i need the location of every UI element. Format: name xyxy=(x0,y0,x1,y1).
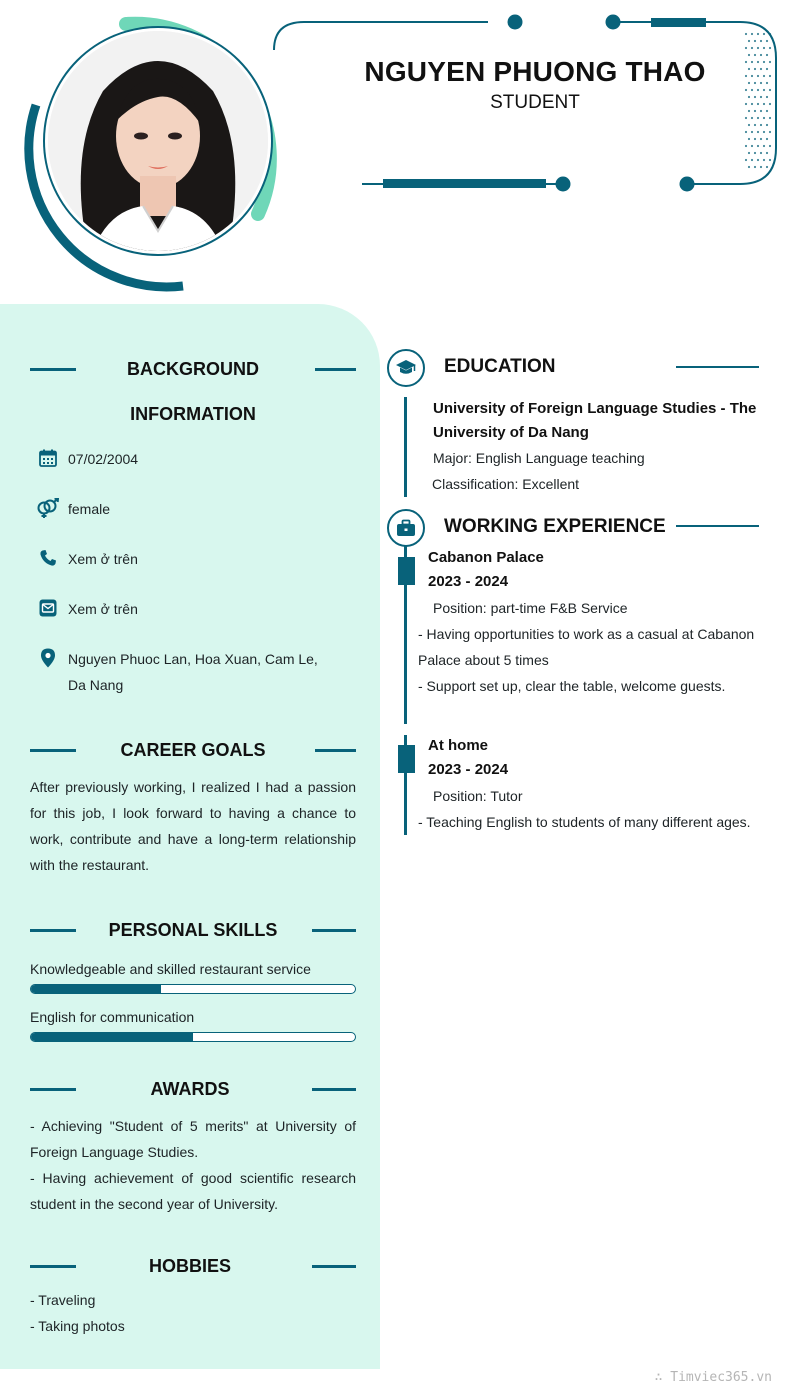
pattern-dot xyxy=(769,117,771,119)
experience-badge xyxy=(387,509,425,547)
section-rule xyxy=(30,1265,76,1268)
pattern-dot xyxy=(760,82,762,84)
email-row xyxy=(36,596,356,622)
dot-pattern xyxy=(745,33,771,168)
education-title: EDUCATION xyxy=(444,356,556,377)
pattern-dot xyxy=(757,159,759,161)
pattern-dot xyxy=(751,159,753,161)
pattern-dot xyxy=(745,159,747,161)
pattern-dot xyxy=(748,68,750,70)
pattern-dot xyxy=(754,96,756,98)
pattern-dot xyxy=(760,138,762,140)
career-goals-text: After previously working, I realized I had a passion for this job, I look forward to having a chance to work, contribute and have a long-term relationship with the restaurant. xyxy=(30,779,356,873)
award-item: - Achieving "Student of 5 merits" at University of Foreign Language Studies. xyxy=(30,1118,356,1160)
gender-text: female xyxy=(68,501,111,517)
section-rule xyxy=(30,929,76,932)
dob-text: 07/02/2004 xyxy=(68,451,139,467)
pattern-dot xyxy=(766,68,768,70)
job-company: Cabanon Palace xyxy=(428,549,544,566)
pattern-dot xyxy=(760,40,762,42)
skills-title: PERSONAL SKILLS xyxy=(108,920,278,940)
pattern-dot xyxy=(760,68,762,70)
section-rule xyxy=(315,749,356,752)
pattern-dot xyxy=(769,61,771,63)
pattern-dot xyxy=(769,159,771,161)
pattern-dot xyxy=(748,40,750,42)
pattern-dot xyxy=(757,117,759,119)
frame-dot-4 xyxy=(556,177,571,192)
gender-icon xyxy=(36,496,60,520)
pattern-dot xyxy=(763,33,765,35)
pattern-dot xyxy=(766,82,768,84)
pattern-dot xyxy=(751,117,753,119)
pattern-dot xyxy=(748,124,750,126)
pattern-dot xyxy=(748,96,750,98)
skill-label: English for communication xyxy=(30,1009,195,1025)
pattern-dot xyxy=(766,110,768,112)
pattern-dot xyxy=(745,103,747,105)
education-major: Major: English Language teaching xyxy=(433,450,645,466)
section-rule xyxy=(312,1088,356,1091)
pattern-dot xyxy=(757,47,759,49)
phone-icon xyxy=(36,546,60,570)
section-rule xyxy=(676,525,759,527)
pattern-dot xyxy=(769,75,771,77)
section-rule xyxy=(676,366,759,368)
pattern-dot xyxy=(751,103,753,105)
pattern-dot xyxy=(748,54,750,56)
pattern-dot xyxy=(748,166,750,168)
pattern-dot xyxy=(763,61,765,63)
pattern-dot xyxy=(751,75,753,77)
award-item: - Having achievement of good scientific research student in the second year of University. xyxy=(30,1170,356,1212)
pattern-dot xyxy=(760,110,762,112)
hobby-item: - Traveling xyxy=(30,1292,96,1308)
email-icon xyxy=(36,596,60,620)
pattern-dot xyxy=(745,117,747,119)
pattern-dot xyxy=(748,152,750,154)
frame-top xyxy=(274,22,488,50)
job-detail: - Teaching English to students of many different ages. xyxy=(418,814,751,830)
job-detail: - Having opportunities to work as a casual at Cabanon Palace about 5 times xyxy=(418,626,755,668)
pattern-dot xyxy=(745,145,747,147)
email-text: Xem ở trên xyxy=(68,601,138,617)
address-row xyxy=(36,646,356,698)
address-text: Nguyen Phuoc Lan, Hoa Xuan, Cam Le, Da Nang xyxy=(68,651,318,693)
pattern-dot xyxy=(754,40,756,42)
pattern-dot xyxy=(745,47,747,49)
pattern-dot xyxy=(757,89,759,91)
pattern-dot xyxy=(754,110,756,112)
pattern-dot xyxy=(757,75,759,77)
pattern-dot xyxy=(769,33,771,35)
education-school: University of Foreign Language Studies - The University of Da Nang xyxy=(433,400,757,441)
graduation-cap-icon xyxy=(395,359,417,377)
skill-label: Knowledgeable and skilled restaurant service xyxy=(30,961,311,977)
job-marker xyxy=(398,745,415,773)
frame-dot-3 xyxy=(680,177,695,192)
pattern-dot xyxy=(766,124,768,126)
job-position: Position: Tutor xyxy=(433,788,523,804)
pattern-dot xyxy=(763,117,765,119)
frame-dot-1 xyxy=(508,15,523,30)
pattern-dot xyxy=(754,54,756,56)
pattern-dot xyxy=(760,54,762,56)
skill-bar-fill xyxy=(31,1033,193,1041)
pattern-dot xyxy=(769,131,771,133)
education-timeline xyxy=(404,397,407,497)
pattern-dot xyxy=(760,124,762,126)
skill-bar xyxy=(30,1032,356,1042)
pattern-dot xyxy=(760,96,762,98)
pattern-dot xyxy=(763,103,765,105)
pattern-dot xyxy=(763,159,765,161)
pattern-dot xyxy=(769,145,771,147)
frame-bar-top xyxy=(651,18,706,27)
pattern-dot xyxy=(754,68,756,70)
phone-text: Xem ở trên xyxy=(68,551,138,567)
section-rule xyxy=(312,929,356,932)
job-detail: - Support set up, clear the table, welcome guests. xyxy=(418,678,726,694)
briefcase-icon xyxy=(396,519,416,537)
pattern-dot xyxy=(766,54,768,56)
job-period: 2023 - 2024 xyxy=(428,573,509,590)
location-icon xyxy=(36,646,60,670)
awards-title: AWARDS xyxy=(150,1079,230,1099)
pattern-dot xyxy=(745,61,747,63)
pattern-dot xyxy=(757,145,759,147)
profile-photo xyxy=(45,28,271,254)
skill-bar xyxy=(30,984,356,994)
pattern-dot xyxy=(766,138,768,140)
pattern-dot xyxy=(748,110,750,112)
pattern-dot xyxy=(757,33,759,35)
pattern-dot xyxy=(745,33,747,35)
dob-row xyxy=(36,446,356,472)
skill-bar-fill xyxy=(31,985,161,993)
pattern-dot xyxy=(766,40,768,42)
pattern-dot xyxy=(763,47,765,49)
pattern-dot xyxy=(763,89,765,91)
pattern-dot xyxy=(748,138,750,140)
job-period: 2023 - 2024 xyxy=(428,761,509,778)
pattern-dot xyxy=(763,145,765,147)
pattern-dot xyxy=(751,33,753,35)
section-rule xyxy=(30,368,76,371)
phone-row xyxy=(36,546,356,572)
candidate-name: NGUYEN PHUONG THAO xyxy=(364,56,706,87)
section-rule xyxy=(312,1265,356,1268)
pattern-dot xyxy=(757,61,759,63)
pattern-dot xyxy=(748,82,750,84)
pattern-dot xyxy=(754,124,756,126)
pattern-dot xyxy=(766,166,768,168)
watermark: ∴ Timviec365.vn xyxy=(654,1370,772,1385)
career-goals-title: CAREER GOALS xyxy=(120,740,266,760)
pattern-dot xyxy=(754,138,756,140)
calendar-icon xyxy=(36,446,60,470)
section-rule xyxy=(30,1088,76,1091)
education-classification: Classification: Excellent xyxy=(432,476,580,492)
pattern-dot xyxy=(766,152,768,154)
frame-bar-bottom xyxy=(383,179,546,188)
pattern-dot xyxy=(760,166,762,168)
pattern-dot xyxy=(760,152,762,154)
pattern-dot xyxy=(769,103,771,105)
job-position: Position: part-time F&B Service xyxy=(433,600,628,616)
job-marker xyxy=(398,557,415,585)
pattern-dot xyxy=(754,82,756,84)
pattern-dot xyxy=(745,89,747,91)
portrait-image xyxy=(48,31,268,251)
pattern-dot xyxy=(745,75,747,77)
pattern-dot xyxy=(757,103,759,105)
section-rule xyxy=(315,368,356,371)
candidate-role: STUDENT xyxy=(490,92,580,113)
pattern-dot xyxy=(751,47,753,49)
pattern-dot xyxy=(745,131,747,133)
background-title-line2: INFORMATION xyxy=(130,404,256,424)
pattern-dot xyxy=(751,131,753,133)
education-badge xyxy=(387,349,425,387)
pattern-dot xyxy=(757,131,759,133)
job-company: At home xyxy=(428,737,488,754)
background-title: BACKGROUND xyxy=(127,359,259,379)
gender-row xyxy=(36,496,356,522)
pattern-dot xyxy=(763,131,765,133)
pattern-dot xyxy=(769,47,771,49)
pattern-dot xyxy=(769,89,771,91)
pattern-dot xyxy=(751,89,753,91)
pattern-dot xyxy=(751,145,753,147)
pattern-dot xyxy=(754,166,756,168)
section-rule xyxy=(30,749,76,752)
experience-title: WORKING EXPERIENCE xyxy=(444,516,666,537)
hobby-item: - Taking photos xyxy=(30,1318,125,1334)
pattern-dot xyxy=(763,75,765,77)
pattern-dot xyxy=(766,96,768,98)
pattern-dot xyxy=(754,152,756,154)
hobbies-title: HOBBIES xyxy=(148,1256,231,1276)
pattern-dot xyxy=(751,61,753,63)
